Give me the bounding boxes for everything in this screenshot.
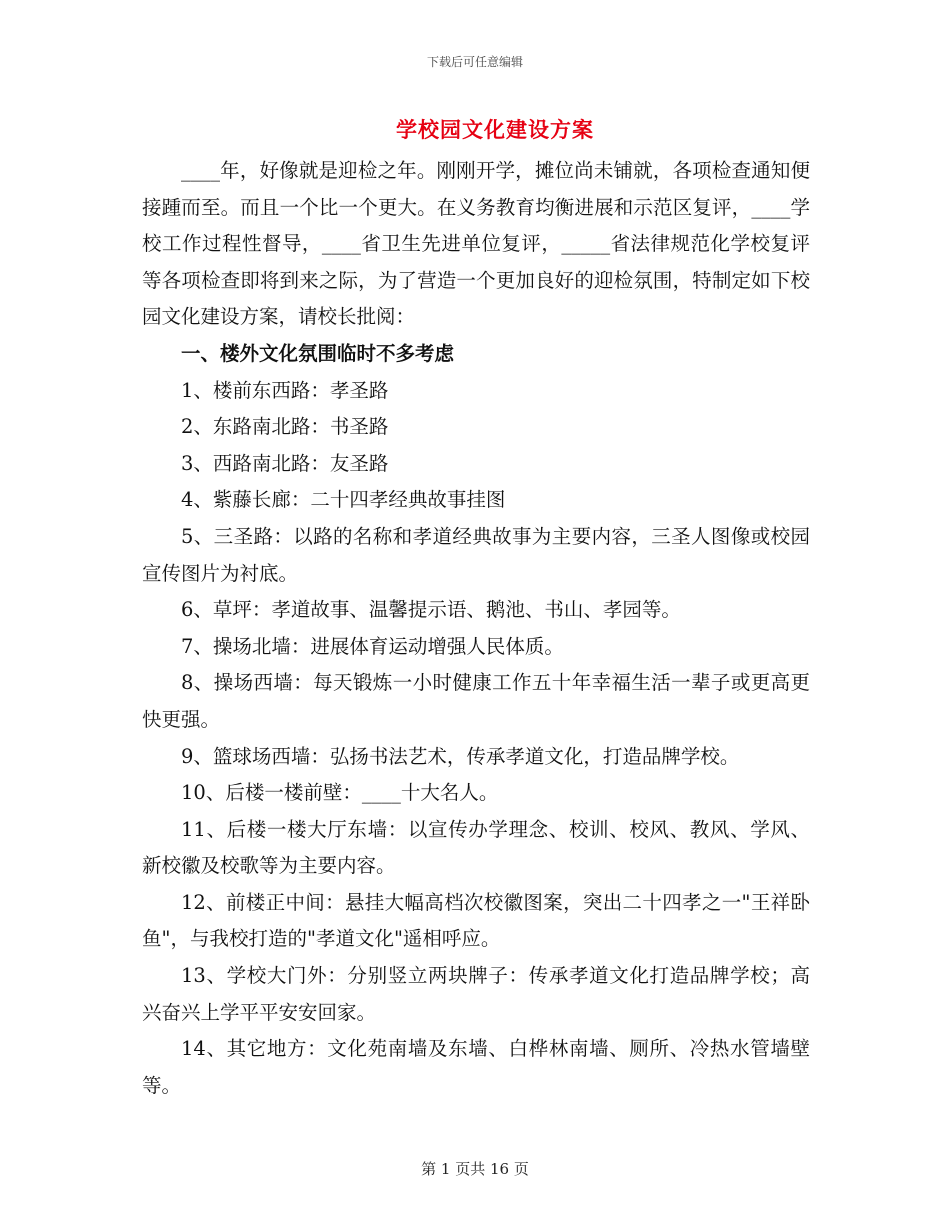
document-body bbox=[142, 153, 810, 1104]
page-footer: 第 1 页共 16 页 bbox=[421, 1160, 529, 1178]
list-item: 5、三圣路：以路的名称和孝道经典故事为主要内容，三圣人图像或校园宣传图片为衬底。 bbox=[142, 524, 810, 585]
list-item: 6、草坪：孝道故事、温馨提示语、鹅池、书山、孝园等。 bbox=[181, 598, 681, 622]
list-item: 9、篮球场西墙：弘扬书法艺术，传承孝道文化，打造品牌学校。 bbox=[181, 744, 740, 768]
list-item: 8、操场西墙：每天锻炼一小时健康工作五十年幸福生活一辈子或更高更快更强。 bbox=[142, 671, 810, 731]
list-item: 1、楼前东西路：孝圣路 bbox=[181, 378, 389, 402]
list-item: 10、后楼一楼前壁：____十大名人。 bbox=[181, 781, 499, 805]
list-item: 11、后楼一楼大厅东墙：以宣传办学理念、校训、校风、教风、学风、新校徽及校歌等为主要内容。 bbox=[142, 817, 810, 878]
list-item: 14、其它地方：文化苑南墙及东墙、白桦林南墙、厕所、冷热水管墙壁等。 bbox=[142, 1037, 810, 1097]
document-title: 学校园文化建设方案 bbox=[396, 118, 594, 142]
section-heading: 一、楼外文化氛围临时不多考虑 bbox=[181, 341, 455, 365]
list-item: 12、前楼正中间：悬挂大幅高档次校徽图案，突出二十四孝之一"王祥卧鱼"，与我校打造的"孝道文化"遥相呼应。 bbox=[142, 890, 810, 951]
page-header: 下载后可任意编辑 bbox=[426, 55, 523, 69]
list-item: 4、紫藤长廊：二十四孝经典故事挂图 bbox=[181, 488, 506, 512]
list-item: 13、学校大门外：分别竖立两块牌子：传承孝道文化打造品牌学校；高兴奋兴上学平平安安回家。 bbox=[142, 964, 810, 1024]
intro-paragraph: ____年，好像就是迎检之年。刚刚开学，摊位尚未铺就，各项检查通知便接踵而至。而且一个比一个更大。在义务教育均衡进展和示范区复评，____学校工作过程性督导，____省卫生先进单位复评，_____省法律规范化学校复评等各项检查即将到来之际，为了营造一个更加良好的迎检氛围，特制定如下校园文化建设方案，请校长批阅： bbox=[142, 159, 810, 329]
list-item: 7、操场北墙：进展体育运动增强人民体质。 bbox=[181, 634, 564, 658]
list-item: 3、西路南北路：友圣路 bbox=[181, 451, 389, 475]
list-item: 2、东路南北路：书圣路 bbox=[181, 415, 389, 439]
